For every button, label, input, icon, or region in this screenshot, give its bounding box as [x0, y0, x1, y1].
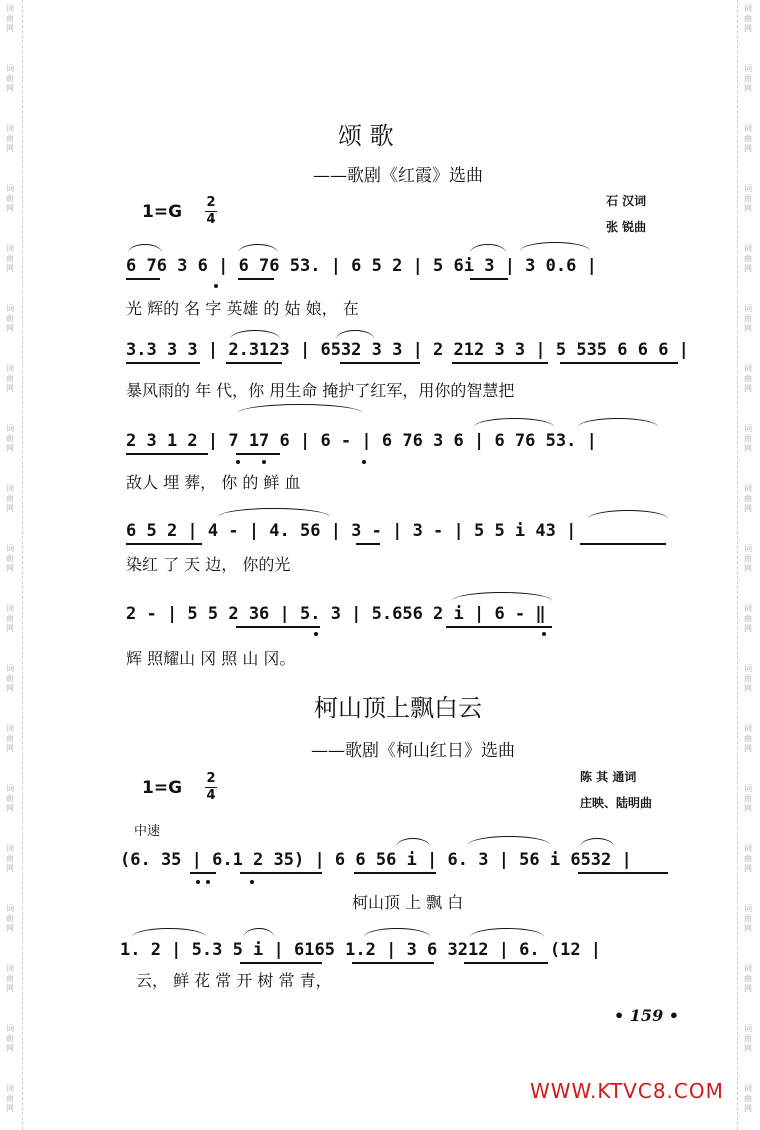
side-watermark-text: 词 曲 网 [744, 604, 752, 633]
side-watermark-text: 词 曲 网 [6, 64, 14, 93]
side-watermark-text: 词 曲 网 [6, 604, 14, 633]
slur-mark [238, 244, 278, 253]
side-watermark-text: 词 曲 网 [744, 544, 752, 573]
side-watermark-text: 词 曲 网 [744, 4, 752, 33]
song2-tempo: 中速 [134, 824, 161, 839]
octave-dot [236, 460, 240, 464]
slur-mark [238, 404, 362, 413]
underline-mark [236, 453, 280, 455]
octave-dot [214, 284, 218, 288]
song2-lyricist: 陈 其 通词 [580, 770, 637, 784]
left-watermark-strip [0, 0, 23, 1130]
side-watermark-text: 词 曲 网 [6, 424, 14, 453]
song2-time-denominator: 4 [206, 788, 216, 803]
song1-row1-lyrics: 光 辉的 名 字 英雄 的 姑 娘， 在 [126, 299, 359, 318]
side-watermark-text: 词 曲 网 [6, 964, 14, 993]
slur-mark [452, 592, 552, 601]
song1-row3-notes: 2 3 1 2 | 7 17 6 | 6 - | 6 76 3 6 | 6 76 53. | [126, 431, 597, 451]
octave-dot [206, 880, 210, 884]
song2-key-signature: 1=G [142, 778, 183, 798]
underline-mark [356, 543, 380, 545]
underline-mark [240, 872, 322, 874]
underline-mark [352, 962, 434, 964]
song1-row1-notes: 6 76 3 6 | 6 76 53. | 6 5 2 | 5 6i 3 | 3 0.6 | [126, 256, 597, 276]
side-watermark-text: 词 曲 网 [6, 184, 14, 213]
slur-mark [520, 242, 590, 251]
side-watermark-text: 词 曲 网 [6, 244, 14, 273]
page-number: • 159 • [614, 1006, 679, 1025]
underline-mark [190, 872, 216, 874]
slur-mark [578, 418, 658, 427]
underline-mark [126, 278, 160, 280]
song2-composer: 庄映、陆明曲 [580, 796, 653, 810]
slur-mark [470, 244, 506, 253]
slur-mark [132, 928, 206, 937]
octave-dot [250, 880, 254, 884]
slur-mark [218, 508, 330, 517]
side-watermark-text: 词 曲 网 [6, 484, 14, 513]
side-watermark-text: 词 曲 网 [744, 364, 752, 393]
site-watermark: WWW.KTVC8.COM [530, 1079, 724, 1103]
slur-mark [588, 510, 668, 519]
slur-mark [364, 928, 430, 937]
side-watermark-text: 词 曲 网 [744, 124, 752, 153]
song2-row1-notes: (6. 35 | 6.1 2 35) | 6 6 56 i | 6. 3 | 56 i 6532 | [120, 850, 632, 870]
side-watermark-text: 词 曲 网 [6, 784, 14, 813]
underline-mark [464, 962, 548, 964]
slur-mark [580, 838, 614, 847]
song2-time-numerator: 2 [206, 771, 216, 786]
underline-mark [340, 362, 420, 364]
underline-mark [126, 543, 202, 545]
underline-mark [470, 278, 508, 280]
side-watermark-text: 词 曲 网 [6, 304, 14, 333]
side-watermark-text: 词 曲 网 [6, 364, 14, 393]
slur-mark [244, 928, 274, 937]
side-watermark-text: 词 曲 网 [6, 544, 14, 573]
side-watermark-text: 词 曲 网 [6, 724, 14, 753]
slur-mark [396, 838, 430, 847]
side-watermark-text: 词 曲 网 [744, 184, 752, 213]
song1-time-signature [203, 196, 219, 227]
side-watermark-text: 词 曲 网 [6, 1084, 14, 1113]
song1-row5-lyrics: 辉 照耀山 冈 照 山 冈。 [126, 649, 296, 668]
song1-row2-lyrics: 暴风雨的 年 代，你 用生命 掩护了红军，用你的智慧把 [126, 381, 515, 400]
side-watermark-text: 词 曲 网 [744, 1024, 752, 1053]
song2-title: 柯山顶上飘白云 [314, 694, 482, 722]
side-watermark-text: 词 曲 网 [6, 124, 14, 153]
song1-lyricist: 石 汉词 [606, 194, 647, 208]
underline-mark [240, 962, 322, 964]
octave-dot [314, 632, 318, 636]
side-watermark-text: 词 曲 网 [6, 4, 14, 33]
song1-key-signature: 1=G [142, 202, 183, 222]
side-watermark-text: 词 曲 网 [744, 244, 752, 273]
song1-row2-notes: 3.3 3 3 | 2.3123 | 6532 3 3 | 2 212 3 3 | 5 535 6 6 6 | [126, 340, 689, 360]
slur-mark [336, 330, 374, 339]
slur-mark [230, 330, 280, 339]
side-watermark-text: 词 曲 网 [744, 724, 752, 753]
right-watermark-strip [737, 0, 760, 1130]
octave-dot [196, 880, 200, 884]
underline-mark [236, 626, 320, 628]
song1-time-denominator: 4 [206, 212, 216, 227]
song2-time-signature [203, 772, 219, 803]
slur-mark [128, 244, 162, 253]
underline-mark [238, 278, 274, 280]
song1-title: 颂 歌 [338, 122, 394, 150]
octave-dot [542, 632, 546, 636]
side-watermark-text: 词 曲 网 [744, 304, 752, 333]
slur-mark [470, 928, 544, 937]
song1-time-numerator: 2 [206, 195, 216, 210]
song1-composer: 张 锐曲 [606, 220, 647, 234]
underline-mark [446, 626, 552, 628]
song2-row1-lyrics: 柯山顶 上 飘 白 [352, 893, 464, 912]
side-watermark-text: 词 曲 网 [6, 904, 14, 933]
side-watermark-text: 词 曲 网 [744, 484, 752, 513]
slur-mark [474, 418, 554, 427]
underline-mark [580, 543, 666, 545]
underline-mark [452, 362, 548, 364]
side-watermark-text: 词 曲 网 [6, 1024, 14, 1053]
song2-subtitle: ——歌剧《柯山红日》选曲 [311, 741, 515, 761]
octave-dot [262, 460, 266, 464]
side-watermark-text: 词 曲 网 [744, 424, 752, 453]
side-watermark-text: 词 曲 网 [744, 844, 752, 873]
song2-row2-lyrics: 云， 鲜 花 常 开 树 常 青， [136, 971, 332, 990]
underline-mark [354, 872, 436, 874]
side-watermark-text: 词 曲 网 [744, 964, 752, 993]
octave-dot [362, 460, 366, 464]
underline-mark [226, 362, 282, 364]
side-watermark-text: 词 曲 网 [744, 1084, 752, 1113]
underline-mark [126, 453, 208, 455]
song1-row4-notes: 6 5 2 | 4 - | 4. 56 | 3 - | 3 - | 5 5 i 43 | [126, 521, 577, 541]
song1-row5-notes: 2 - | 5 5 2 36 | 5. 3 | 5.656 2 i | 6 - ‖ [126, 604, 546, 624]
slur-mark [468, 836, 550, 845]
song1-row4-lyrics: 染红 了 天 边， 你的光 [126, 555, 291, 574]
song1-row3-lyrics: 敌人 埋 葬， 你 的 鲜 血 [126, 473, 301, 492]
side-watermark-text: 词 曲 网 [744, 784, 752, 813]
underline-mark [560, 362, 678, 364]
side-watermark-text: 词 曲 网 [6, 664, 14, 693]
side-watermark-text: 词 曲 网 [744, 64, 752, 93]
side-watermark-text: 词 曲 网 [744, 664, 752, 693]
underline-mark [578, 872, 668, 874]
side-watermark-text: 词 曲 网 [744, 904, 752, 933]
song2-row2-notes: 1. 2 | 5.3 5 i | 6165 1.2 | 3 6 3212 | 6. (12 | [120, 940, 602, 960]
underline-mark [126, 362, 200, 364]
side-watermark-text: 词 曲 网 [6, 844, 14, 873]
song1-subtitle: ——歌剧《红霞》选曲 [313, 166, 483, 186]
